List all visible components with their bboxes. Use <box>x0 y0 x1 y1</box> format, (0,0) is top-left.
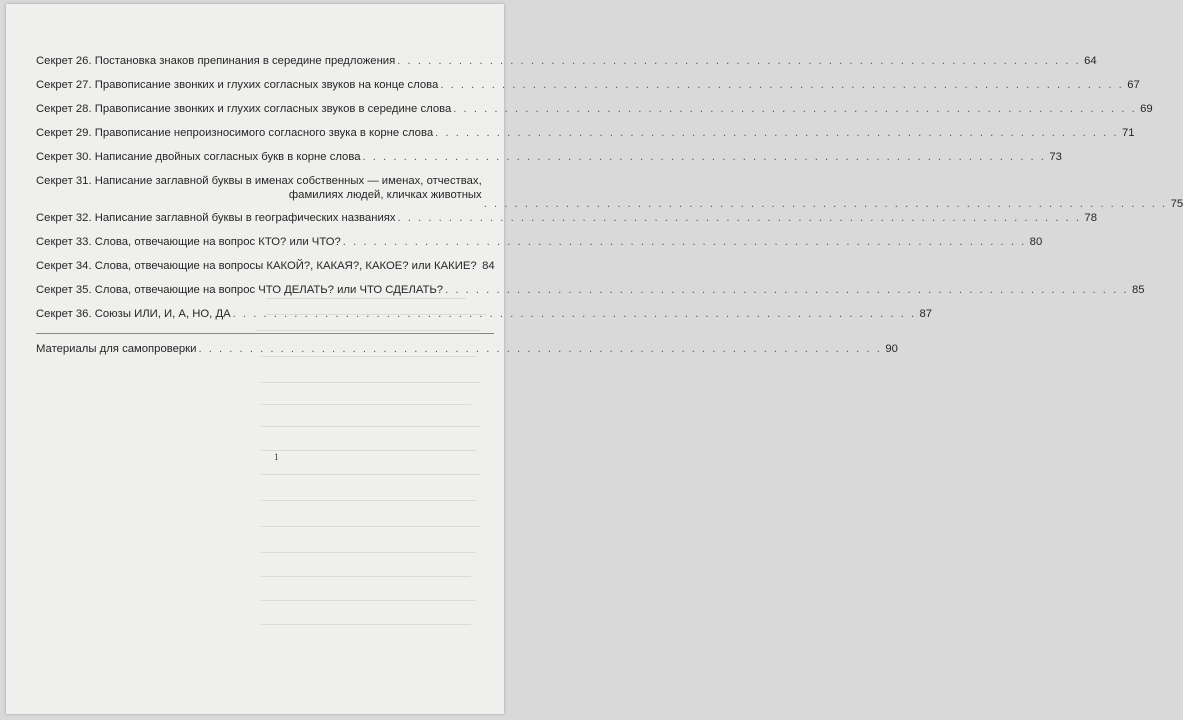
toc-page-number: 75 <box>1170 198 1183 210</box>
dot-leader <box>398 211 1081 225</box>
toc-entry-label: Материалы для самопроверки <box>36 343 197 355</box>
toc-page-number: 73 <box>1049 151 1062 163</box>
toc-page-number: 67 <box>1127 79 1140 91</box>
dot-leader <box>233 307 916 321</box>
toc-page-number: 87 <box>919 308 933 320</box>
toc-entry-label: Секрет 29. Правописание непроизносимого согласного звука в корне слова <box>36 127 434 139</box>
toc-entry-30[interactable] <box>36 150 1062 174</box>
toc-entry-35[interactable] <box>36 283 1145 307</box>
dot-leader <box>363 150 1046 164</box>
toc-entry-label: Секрет 33. Слова, отвечающие на вопрос КТО? или ЧТО? <box>36 236 341 248</box>
document-page <box>6 4 1183 714</box>
dot-leader <box>435 126 1118 140</box>
toc-entry-label: Секрет 30. Написание двойных согласных букв в корне слова <box>36 151 361 163</box>
toc-page-number: 69 <box>1140 103 1153 115</box>
toc-entry-26[interactable] <box>36 54 1097 78</box>
toc-entry-label: Секрет 26. Постановка знаков препинания в середине предложения <box>36 55 396 67</box>
toc-page-number: 80 <box>1029 236 1043 248</box>
dot-leader <box>484 197 1167 211</box>
table-of-contents <box>36 54 1183 366</box>
dot-leader <box>445 283 1128 297</box>
toc-page-number: 64 <box>1084 55 1097 67</box>
toc-page-number: 90 <box>885 343 898 355</box>
toc-entry-label: Секрет 32. Написание заглавной буквы в географических названиях <box>36 212 396 224</box>
dot-leader <box>198 342 881 356</box>
toc-entry-label: Секрет 28. Правописание звонких и глухих согласных звуков в середине слова <box>36 103 452 115</box>
toc-entry-label: Секрет 36. Союзы ИЛИ, И, А, НО, ДА <box>36 308 231 320</box>
toc-entry-27[interactable] <box>36 78 1140 102</box>
toc-page-number: 84 <box>482 260 495 272</box>
toc-entry-self-check[interactable] <box>36 342 898 366</box>
dot-leader <box>343 235 1026 249</box>
toc-entry-36[interactable] <box>36 307 933 331</box>
section-divider <box>36 333 494 334</box>
toc-entry-28[interactable] <box>36 102 1153 126</box>
dot-leader <box>440 78 1123 92</box>
toc-entry-label-continued: фамилиях людей, кличках животных <box>288 189 482 201</box>
toc-page-number: 78 <box>1084 212 1097 224</box>
dot-leader <box>397 54 1080 68</box>
toc-entry-32[interactable] <box>36 211 1097 235</box>
toc-entry-31[interactable] <box>36 174 1183 211</box>
dot-leader <box>453 102 1136 116</box>
toc-entry-label: Секрет 34. Слова, отвечающие на вопросы КАКОЙ?, КАКАЯ?, КАКОЕ? или КАКИЕ? <box>36 260 477 272</box>
page-folio: 1 <box>274 452 279 462</box>
toc-entry-label: Секрет 27. Правописание звонких и глухих согласных звуков на конце слова <box>36 79 439 91</box>
toc-entry-33[interactable] <box>36 235 1043 259</box>
toc-entry-29[interactable] <box>36 126 1135 150</box>
toc-page-number: 71 <box>1122 127 1135 139</box>
toc-entry-34[interactable] <box>36 259 494 283</box>
toc-page-number: 85 <box>1131 284 1145 296</box>
toc-entry-label: Секрет 31. Написание заглавной буквы в именах собственных — именах, отчествах, <box>36 175 482 187</box>
toc-entry-label: Секрет 35. Слова, отвечающие на вопрос ЧТО ДЕЛАТЬ? или ЧТО СДЕЛАТЬ? <box>36 284 444 296</box>
